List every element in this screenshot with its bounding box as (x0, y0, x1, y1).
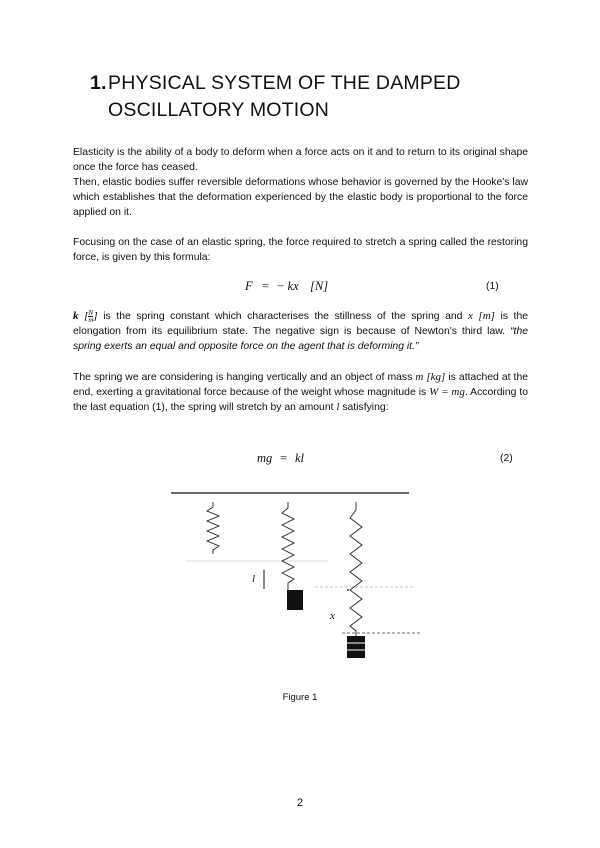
spring-unloaded (207, 502, 219, 554)
equation-1-unit: [N] (310, 279, 329, 293)
newton-quote: “the spring exerts an equal and opposite force on the agent that is deforming it.” (73, 326, 528, 352)
equation-1-number: (1) (486, 281, 499, 292)
weight-expression: W = mg (429, 386, 465, 398)
k-symbol: k (73, 310, 79, 322)
equation-1-rhs: − kx (276, 279, 299, 293)
m-unit: [kg] (426, 371, 446, 383)
label-x: x (330, 610, 335, 622)
spring-equilibrium (282, 502, 294, 590)
x-symbol: x (467, 310, 473, 322)
section-title-line-2: OSCILLATORY MOTION (108, 99, 330, 121)
paragraph-hanging-mass-t1: The spring we are considering is hanging vertically and an object of mass (73, 372, 416, 383)
section-number: 1. (90, 72, 107, 94)
section-title-line-1: PHYSICAL SYSTEM OF THE DAMPED (108, 72, 461, 94)
k-unit-denominator: m (88, 315, 94, 324)
page-number: 2 (296, 797, 304, 809)
spring-stretched (350, 502, 362, 636)
x-unit: [m] (478, 310, 495, 322)
paragraph-restoring-force-text: Focusing on the case of an elastic spring, the force required to stretch a spring called the restoring force, is given by this formula: (73, 237, 528, 263)
paragraph-restoring-force (73, 235, 528, 265)
paragraph-hanging-mass (73, 370, 528, 415)
equation-2-number: (2) (500, 453, 513, 464)
equation-2-rhs: kl (295, 451, 305, 465)
label-l: l (252, 573, 256, 585)
equation-2-lhs: mg (257, 451, 273, 465)
equation-1-lhs: F (245, 279, 253, 293)
paragraph-spring-constant-t1: is the spring constant which characterises the stillness of the spring and (97, 311, 468, 322)
section-title (108, 70, 528, 124)
k-unit: [ $\frac{N}{m}$ ] (84, 308, 98, 324)
paragraph-hanging-mass-text (73, 370, 528, 415)
equation-1-equals: = (262, 279, 270, 293)
tick-mark (347, 589, 349, 591)
m-symbol: m (415, 371, 424, 383)
k-unit-numerator: N (88, 308, 94, 317)
paragraph-hanging-mass-t4: satisfying: (339, 402, 389, 413)
paragraph-elasticity-sentence-2: Then, elastic bodies suffer reversible deformations whose behavior is governed by the Hooke's law which establishes that the deformation experienced by the elastic body is proportional to the force applied on it. (73, 177, 528, 218)
paragraph-hanging-mass-t3: . According to the last equation (1), the spring will stretch by an amount (73, 387, 529, 413)
paragraph-elasticity-sentence-1: Elasticity is the ability of a body to deform when a force acts on it and to return to its original shape once the force has ceased. (73, 147, 528, 173)
paragraph-spring-constant-t2: is the elongation from its equilibrium state. The negative sign is because of Newton's third law. (73, 311, 528, 337)
l-symbol: l (336, 401, 340, 413)
figure-caption: Figure 1 (282, 692, 318, 703)
mass-block-equilibrium (287, 590, 303, 610)
figure-1-spring-diagram (160, 480, 430, 670)
equation-2-equals: = (280, 451, 288, 465)
paragraph-elasticity (73, 145, 528, 220)
mass-block-stretched (347, 636, 365, 658)
paragraph-spring-constant (73, 309, 528, 354)
paragraph-hanging-mass-t2: is attached at the end, exerting a gravitational force because of the weight whose magnitude is (73, 372, 529, 398)
paragraph-spring-constant-text (73, 309, 528, 354)
